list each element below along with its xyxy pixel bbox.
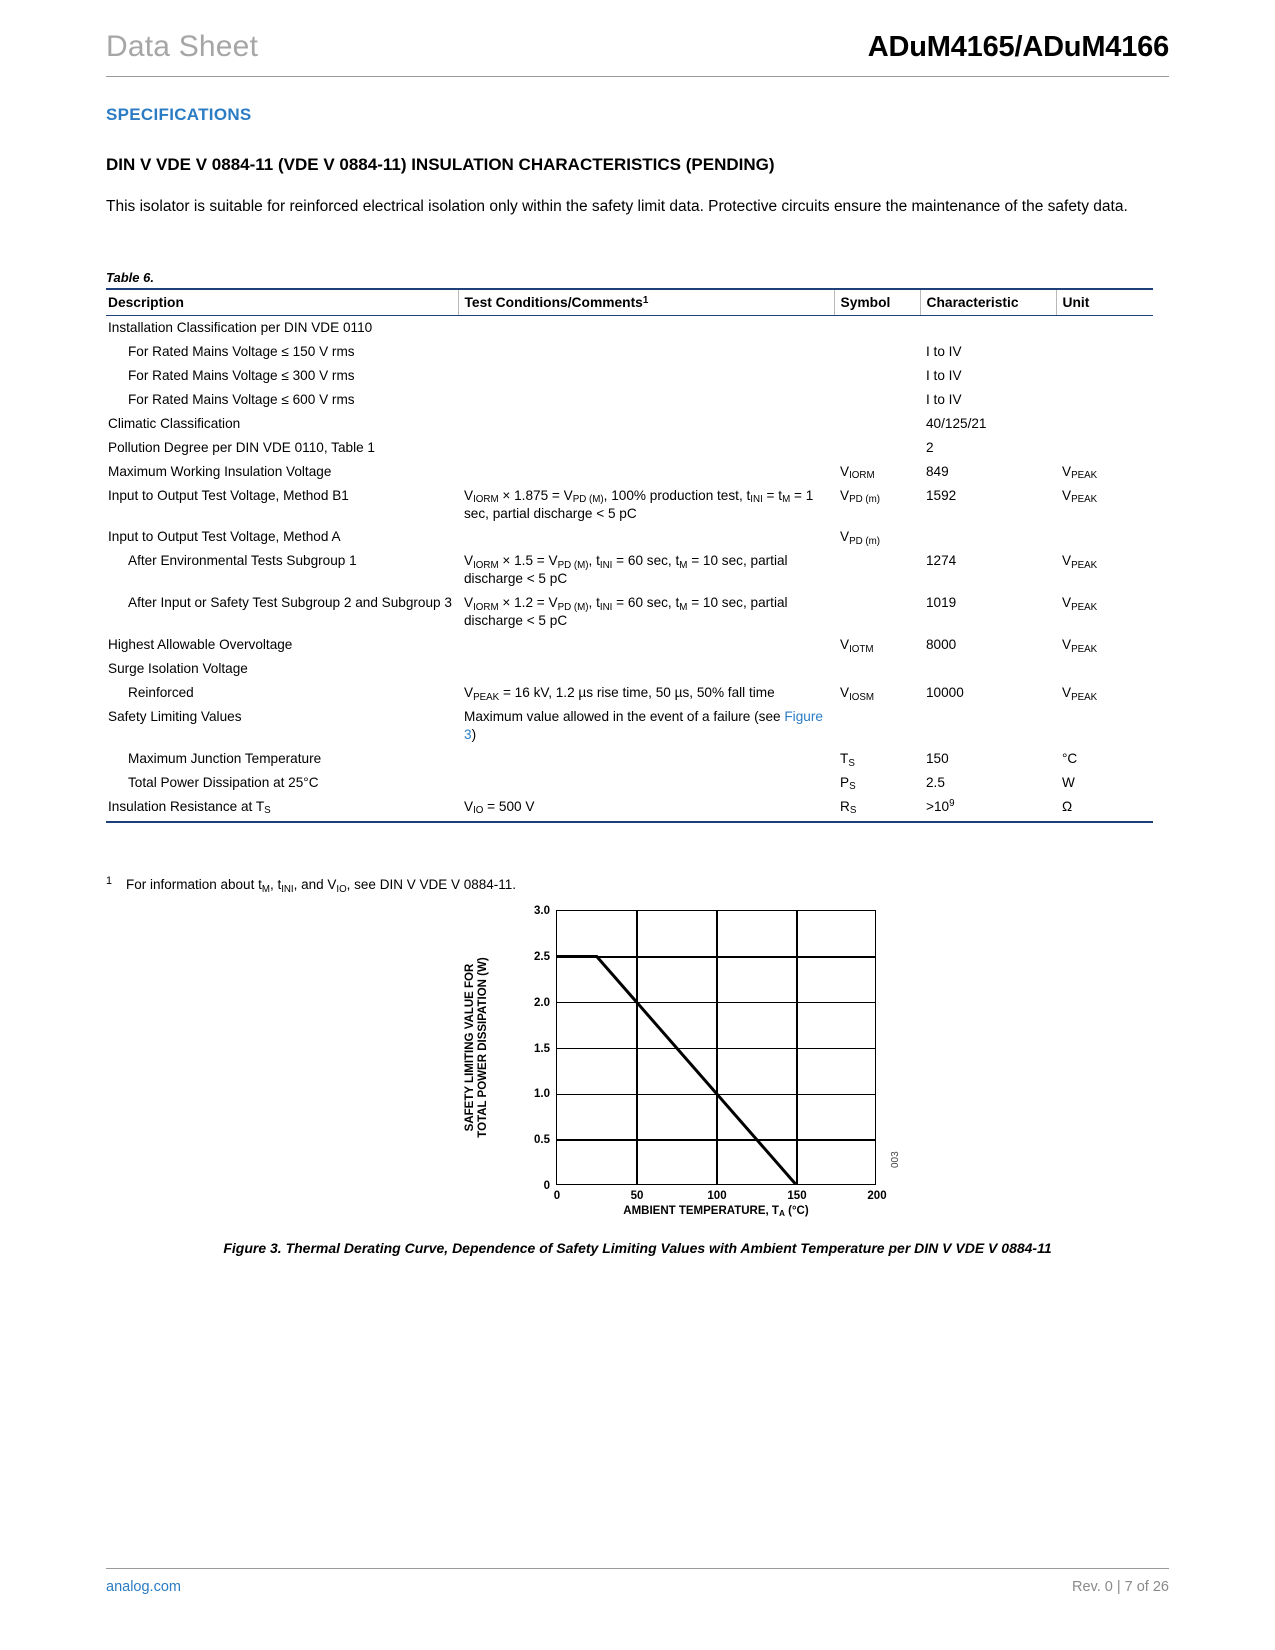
table-row [106, 388, 1153, 412]
chart-y-tick-label: 2.5 [534, 950, 550, 963]
page-header [106, 30, 1169, 77]
column-header-conditions-footnote-marker: 1 [642, 294, 649, 306]
chart-y-tick-label: 1.5 [534, 1042, 550, 1055]
chart-plot-area [534, 905, 887, 1202]
table-row [106, 316, 1153, 340]
thermal-derating-chart [446, 900, 906, 1230]
cell-symbol [834, 388, 920, 412]
table-row [106, 705, 1153, 747]
footnote-marker: 1 [106, 875, 113, 888]
chart-x-tick-label: 150 [787, 1190, 807, 1202]
chart-y-tick-label: 3.0 [534, 905, 550, 917]
cell-symbol [834, 657, 920, 681]
cell-description: After Input or Safety Test Subgroup 2 and Subgroup 3 [128, 595, 452, 611]
cell-symbol [834, 412, 920, 436]
cell-unit [1056, 412, 1153, 436]
figure-3-link[interactable]: Figure 3 [464, 708, 823, 742]
chart-x-tick-label: 200 [867, 1190, 887, 1202]
table-row [106, 633, 1153, 657]
chart-gridline-horizontal [557, 956, 875, 957]
table-row [106, 525, 1153, 549]
table-caption: Table 6. [106, 270, 154, 285]
cell-description: For Rated Mains Voltage ≤ 300 V rms [128, 367, 355, 383]
column-header-description: Description [106, 289, 458, 316]
cell-unit [1056, 705, 1153, 747]
page-footer [106, 1568, 1169, 1595]
cell-characteristic [920, 525, 1056, 549]
cell-unit: $V_{PEAK}$ [1062, 487, 1098, 506]
figure-code: 003 [890, 1151, 901, 1168]
part-number-title: ADuM4165/ADuM4166 [867, 31, 1169, 63]
cell-test-conditions [458, 460, 834, 484]
column-header-unit: Unit [1056, 289, 1153, 316]
column-header-conditions-text: Test Conditions/Comments [464, 295, 643, 310]
cell-unit [1056, 657, 1153, 681]
table-header-row [106, 289, 1153, 316]
cell-test-conditions: $V_{PEAK} = 16$ kV, 1.2 µs rise time, 50 µs, 50% fall time [464, 685, 775, 703]
table-row [106, 657, 1153, 681]
cell-symbol [834, 591, 920, 633]
cell-test-conditions: $V_{IORM} \times 1.875 = V_{PD (M)}$, 100% production test, $t_{INI} = t_M = 1$ sec, partial discharge < 5 pC [464, 487, 814, 521]
cell-test-conditions [458, 412, 834, 436]
cell-characteristic: 2 [926, 439, 934, 455]
table-row [106, 460, 1153, 484]
cell-test-conditions [458, 657, 834, 681]
table-row [106, 771, 1153, 795]
cell-description: Installation Classification per DIN VDE 0110 [108, 320, 373, 335]
cell-unit: $V_{PEAK}$ [1062, 637, 1098, 655]
chart-x-tick-label: 100 [707, 1190, 727, 1202]
chart-y-tick-label: 2.0 [534, 996, 550, 1009]
cell-characteristic: 150 [926, 750, 949, 766]
cell-characteristic [920, 316, 1056, 340]
subsection-title: DIN V VDE V 0884-11 (VDE V 0884-11) INSULATION CHARACTERISTICS (PENDING) [106, 155, 775, 174]
cell-symbol: $R_S$ [834, 795, 920, 822]
cell-symbol: $V_{IOSM}$ [840, 685, 875, 703]
cell-unit: W [1062, 774, 1075, 790]
cell-symbol: $V_{IORM}$ [840, 463, 875, 482]
cell-symbol: $V_{PD (m)}$ [840, 529, 881, 548]
cell-description: Safety Limiting Values [108, 708, 242, 724]
figure-3 [106, 900, 1169, 1290]
cell-description: Highest Allowable Overvoltage [108, 637, 293, 653]
chart-x-axis-label: AMBIENT TEMPERATURE, $T_A$ (°C) [623, 1205, 809, 1219]
cell-unit: $V_{PEAK}$ [1062, 595, 1098, 613]
cell-description: For Rated Mains Voltage ≤ 150 V rms [128, 343, 355, 359]
cell-symbol [834, 364, 920, 388]
document-type-label: Data Sheet [106, 30, 259, 63]
cell-characteristic [920, 657, 1056, 681]
cell-characteristic: 1274 [926, 553, 957, 569]
cell-characteristic [920, 705, 1056, 747]
footnote-text: For information about $t_M$, $t_{INI}$, and $V_{IO}$, see DIN V VDE V 0884-11. [126, 877, 517, 895]
cell-unit [1056, 436, 1153, 460]
cell-characteristic: I to IV [926, 391, 962, 407]
cell-unit [1056, 388, 1153, 412]
cell-test-conditions [458, 340, 834, 364]
cell-characteristic: 1592 [926, 487, 957, 503]
column-header-symbol: Symbol [834, 289, 920, 316]
table-row [106, 436, 1153, 460]
cell-test-conditions [458, 316, 834, 340]
chart-x-tick-label: 0 [553, 1190, 561, 1202]
cell-description: Total Power Dissipation at 25°C [128, 774, 319, 790]
table-row [106, 681, 1153, 705]
cell-characteristic: I to IV [926, 343, 962, 359]
cell-test-conditions: $V_{IO} = 500$ V [458, 795, 834, 822]
cell-symbol: $V_{IOTM}$ [840, 637, 874, 655]
cell-test-conditions [458, 388, 834, 412]
cell-symbol [834, 549, 920, 591]
table-row [106, 549, 1153, 591]
cell-unit [1056, 364, 1153, 388]
cell-unit [1056, 525, 1153, 549]
cell-symbol: $T_S$ [840, 750, 855, 769]
website-link[interactable]: analog.com [106, 1579, 181, 1595]
cell-test-conditions [458, 436, 834, 460]
cell-description: Surge Isolation Voltage [108, 661, 248, 677]
specifications-table [106, 288, 1153, 823]
cell-unit [1056, 316, 1153, 340]
cell-unit: $V_{PEAK}$ [1062, 463, 1098, 482]
column-header-conditions [458, 289, 834, 316]
cell-symbol: $P_S$ [840, 774, 856, 793]
cell-unit: $V_{PEAK}$ [1062, 553, 1098, 572]
chart-x-tick-label: 50 [630, 1190, 644, 1202]
cell-characteristic: 40/125/21 [926, 415, 987, 431]
chart-y-tick-label: 1.0 [534, 1088, 550, 1101]
cell-test-conditions [458, 633, 834, 657]
cell-description: Pollution Degree per DIN VDE 0110, Table 1 [108, 439, 375, 455]
intro-paragraph: This isolator is suitable for reinforced electrical isolation only within the safety limit data. Protective circuits ensure the maintenance of the safety data. [106, 198, 1128, 215]
cell-characteristic: 2.5 [926, 774, 945, 790]
table-row [106, 340, 1153, 364]
cell-test-conditions [458, 747, 834, 771]
cell-description: For Rated Mains Voltage ≤ 600 V rms [128, 391, 355, 407]
cell-symbol [834, 705, 920, 747]
cell-description: Maximum Working Insulation Voltage [108, 463, 332, 479]
chart-y-tick-label: 0.5 [534, 1134, 550, 1147]
cell-unit [1056, 340, 1153, 364]
cell-description: After Environmental Tests Subgroup 1 [128, 553, 357, 569]
cell-test-conditions [458, 771, 834, 795]
table-row [106, 591, 1153, 633]
revision-page-info: Rev. 0 | 7 of 26 [1072, 1579, 1169, 1595]
table-row [106, 364, 1153, 388]
chart-gridline-horizontal [557, 1139, 875, 1140]
cell-characteristic: 1019 [926, 595, 957, 611]
table-row [106, 747, 1153, 771]
cell-description: Input to Output Test Voltage, Method A [108, 529, 341, 545]
cell-test-conditions: Maximum value allowed in the event of a failure (see Figure 3) [464, 708, 823, 742]
chart-gridline-horizontal [557, 1002, 875, 1003]
cell-characteristic: 10000 [926, 685, 964, 700]
cell-characteristic: I to IV [926, 367, 962, 383]
cell-description: Reinforced [128, 685, 194, 700]
chart-gridline-horizontal [557, 1094, 875, 1095]
cell-symbol: $V_{PD (m)}$ [840, 487, 881, 506]
chart-y-axis-label: SAFETY LIMITING VALUE FOR TOTAL POWER DISSIPATION (W) [464, 957, 490, 1138]
cell-unit: $V_{PEAK}$ [1062, 685, 1098, 703]
table-row [106, 412, 1153, 436]
cell-characteristic: 8000 [926, 637, 957, 653]
table-row [106, 484, 1153, 526]
figure-caption: Figure 3. Thermal Derating Curve, Dependence of Safety Limiting Values with Ambient Temperature per DIN V VDE V 0884-11 [223, 1240, 1052, 1256]
cell-symbol [834, 340, 920, 364]
chart-gridline-horizontal [557, 1048, 875, 1049]
cell-symbol [834, 436, 920, 460]
cell-description: Maximum Junction Temperature [128, 750, 322, 766]
cell-description: Input to Output Test Voltage, Method B1 [108, 487, 349, 503]
cell-test-conditions [458, 364, 834, 388]
table-footnote [106, 875, 1106, 895]
cell-test-conditions: $V_{IORM} \times 1.5 = V_{PD (M)}$, $t_{INI} = 60$ sec, $t_M = 10$ sec, partial discharge < 5 pC [464, 553, 788, 587]
table-row [106, 795, 1153, 822]
cell-test-conditions: $V_{IORM} \times 1.2 = V_{PD (M)}$, $t_{INI} = 60$ sec, $t_M = 10$ sec, partial discharge < 5 pC [464, 595, 788, 629]
column-header-characteristic: Characteristic [920, 289, 1056, 316]
cell-description: Insulation Resistance at $T_S$ [106, 795, 458, 822]
cell-unit: °C [1062, 750, 1078, 766]
cell-characteristic: $>10^9$ [920, 795, 1056, 822]
chart-y-tick-label: 0 [543, 1180, 550, 1192]
cell-test-conditions [458, 525, 834, 549]
cell-description: Climatic Classification [108, 415, 241, 431]
cell-unit: Ω [1056, 795, 1153, 822]
table-body [106, 316, 1153, 822]
section-title: SPECIFICATIONS [106, 105, 252, 124]
cell-characteristic: 849 [926, 463, 949, 479]
cell-symbol [834, 316, 920, 340]
